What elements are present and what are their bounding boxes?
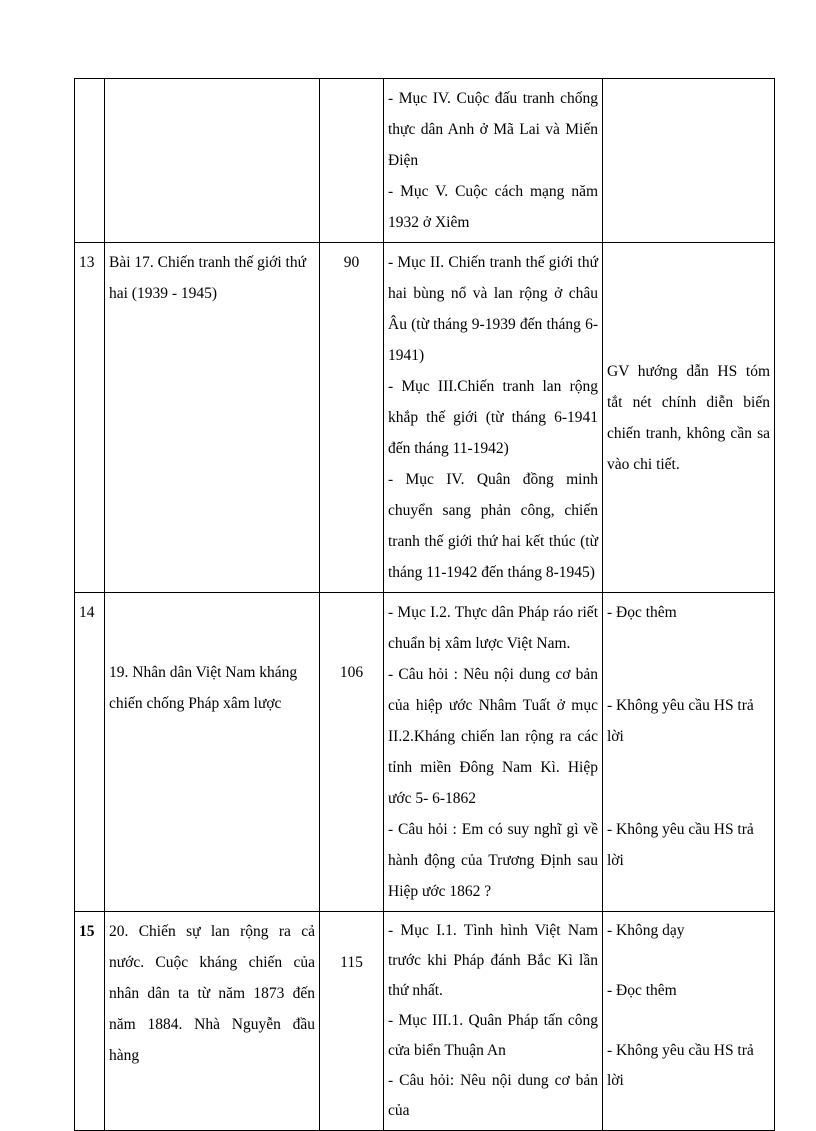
note-item: - Đọc thêm	[607, 604, 677, 621]
note-item: GV hướng dẫn HS tóm tắt nét chính diễn biến chiến tranh, không cần sa vào chi tiết.	[607, 362, 770, 473]
content-item: - Câu hỏi : Nêu nội dung cơ bản của hiệp ước Nhâm Tuất ở mục II.2.Kháng chiến lan rộng ra các tỉnh miền Đông Nam Kì. Hiệp ước 5- 6-1862	[388, 666, 598, 807]
content-item: - Mục V. Cuộc cách mạng năm 1932 ở Xiêm	[388, 183, 598, 231]
row-number: 13	[75, 243, 105, 593]
content-item: - Câu hỏi : Em có suy nghĩ gì về hành động của Trương Định sau Hiệp ước 1862 ?	[388, 821, 598, 900]
content-item: - Mục I.1. Tình hình Việt Nam trước khi Pháp đánh Bắc Kì lần thứ nhất.	[388, 922, 598, 999]
note-cell	[603, 243, 775, 593]
page-number	[320, 79, 384, 243]
content-item: - Mục I.2. Thực dân Pháp ráo riết chuẩn bị xâm lược Việt Nam.	[388, 604, 598, 652]
note-item: - Đọc thêm	[607, 982, 677, 999]
note-item: - Không yêu cầu HS trả lời	[607, 821, 754, 869]
content-cell	[384, 243, 603, 593]
page-number: 106	[320, 593, 384, 912]
content-item: - Mục IV. Quân đồng minh chuyển sang phản công, chiến tranh thế giới thứ hai kết thúc (từ tháng 11-1942 đến tháng 8-1945)	[388, 471, 598, 581]
lesson-title: Bài 17. Chiến tranh thế giới thứ hai (1939 - 1945)	[105, 243, 320, 593]
note-cell	[603, 593, 775, 912]
note-cell	[603, 912, 775, 1131]
lesson-title	[105, 79, 320, 243]
content-item: - Mục III.1. Quân Pháp tấn công cửa biển Thuận An	[388, 1012, 598, 1059]
content-item: - Mục IV. Cuộc đấu tranh chống thực dân Anh ở Mã Lai và Miến Điện	[388, 90, 598, 169]
content-item: - Mục III.Chiến tranh lan rộng khắp thế giới (từ tháng 6-1941 đến tháng 11-1942)	[388, 378, 598, 457]
row-number	[75, 79, 105, 243]
table-row	[75, 79, 775, 243]
content-cell	[384, 593, 603, 912]
page-number: 115	[320, 912, 384, 1131]
row-number: 14	[75, 593, 105, 912]
lesson-table	[74, 78, 775, 1131]
content-item: - Câu hỏi: Nêu nội dung cơ bản của	[388, 1072, 598, 1119]
note-item: - Không yêu cầu HS trả lời	[607, 1042, 754, 1089]
content-cell	[384, 912, 603, 1131]
content-item: - Mục II. Chiến tranh thế giới thứ hai bùng nổ và lan rộng ở châu Âu (từ tháng 9-1939 đến tháng 6-1941)	[388, 254, 598, 364]
note-item: - Không yêu cầu HS trả lời	[607, 697, 754, 745]
content-cell	[384, 79, 603, 243]
table-row	[75, 243, 775, 593]
table-row	[75, 912, 775, 1131]
note-cell	[603, 79, 775, 243]
lesson-title: 20. Chiến sự lan rộng ra cả nước. Cuộc kháng chiến của nhân dân ta từ năm 1873 đến năm 1884. Nhà Nguyễn đầu hàng	[105, 912, 320, 1131]
row-number: 15	[75, 912, 105, 1131]
table-row	[75, 593, 775, 912]
page-number: 90	[320, 243, 384, 593]
lesson-title: 19. Nhân dân Việt Nam kháng chiến chống Pháp xâm lược	[105, 593, 320, 912]
note-item: - Không dạy	[607, 922, 685, 939]
